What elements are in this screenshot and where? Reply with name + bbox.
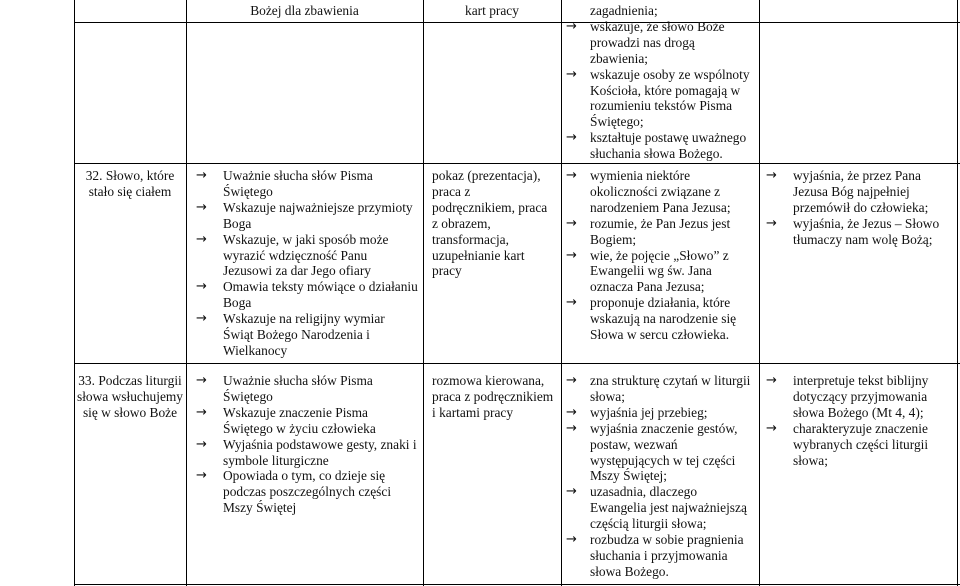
list-item <box>566 295 756 343</box>
table-border-right <box>957 0 958 586</box>
list-item-text: Uważnie słucha słów Pisma Świętego <box>223 168 373 199</box>
list-item-text: Wskazuje znaczenie Pisma Świętego w życiu człowieka <box>223 404 376 436</box>
basic-outcomes-list <box>566 168 756 343</box>
extended-outcomes-list <box>766 168 954 248</box>
list-item <box>196 405 418 437</box>
list-item-text: Opowiada o tym, co dzieje się podczas poszczególnych części Mszy Świętej <box>223 468 392 516</box>
table-row-divider-1 <box>74 22 960 23</box>
list-item-text: proponuje działania, które wskazują na narodzenie się Słowa w sercu człowieka. <box>590 295 737 343</box>
list-item <box>196 279 418 311</box>
arrow-icon: → <box>766 420 777 436</box>
list-item <box>196 468 418 516</box>
table-row-divider-bottom <box>74 584 960 585</box>
list-item-text: wskazuje osoby ze wspólnoty Kościoła, które pomagają w rozumieniu tekstów Pisma Świętego; <box>590 66 750 130</box>
arrow-icon: → <box>566 66 577 82</box>
arrow-icon: → <box>196 199 207 215</box>
extended-outcomes-list <box>766 373 954 468</box>
list-item-text: zagadnienia; <box>590 3 658 18</box>
arrow-icon: → <box>566 18 577 34</box>
top-row-col2-text: Bożej dla zbawienia <box>250 3 359 18</box>
arrow-icon: → <box>566 484 577 500</box>
list-item-text: wymienia niektóre okoliczności związane z narodzeniem Pana Jezusa; <box>590 168 731 215</box>
list-item <box>566 484 756 532</box>
arrow-icon: → <box>566 247 577 263</box>
lesson-topic-32: 32. Słowo, które stało się ciałem <box>85 168 175 199</box>
list-item <box>566 168 756 216</box>
arrow-icon: → <box>566 215 577 231</box>
lesson-32-basic-outcomes <box>566 168 756 343</box>
list-item <box>566 532 756 580</box>
list-item <box>566 67 756 131</box>
arrow-icon: → <box>566 532 577 548</box>
list-item <box>566 216 756 248</box>
list-item <box>766 168 954 216</box>
table-border-col2 <box>423 0 424 586</box>
top-row-col4 <box>566 3 756 162</box>
list-item <box>196 373 418 405</box>
arrow-icon: → <box>196 468 207 484</box>
lesson-topic-33: 33. Podczas liturgii słowa wsłuchujemy się w słowo Boże <box>77 373 183 420</box>
requirements-list <box>196 168 418 359</box>
basic-outcomes-list <box>566 373 756 580</box>
list-item-text: uzasadnia, dlaczego Ewangelia jest najważniejszą częścią liturgii słowa; <box>590 484 747 532</box>
list-item <box>566 421 756 485</box>
list-item-text: wyjaśnia znaczenie gestów, postaw, wezwań występujących w tej części Mszy Świętej; <box>590 420 738 484</box>
arrow-icon: → <box>566 168 577 183</box>
arrow-icon: → <box>196 231 207 247</box>
list-item-text: wyjaśnia, że przez Pana Jezusa Bóg najpełniej przemówił do człowieka; <box>793 168 929 215</box>
arrow-icon: → <box>196 311 207 327</box>
lesson-32-requirements <box>196 168 418 359</box>
list-item-text: rozumie, że Pan Jezus jest Bogiem; <box>590 215 731 247</box>
list-item <box>566 3 756 19</box>
table-border-col3 <box>561 0 562 586</box>
list-item-text: Wskazuje najważniejsze przymioty Boga <box>223 199 413 231</box>
list-item <box>196 437 418 469</box>
list-item-text: rozbudza w sobie pragnienia słuchania i przyjmowania słowa Bożego. <box>590 532 744 579</box>
list-item <box>566 248 756 296</box>
arrow-icon: → <box>196 404 207 420</box>
list-item-text: wskazuje, że słowo Boże prowadzi nas drogą zbawienia; <box>590 18 725 66</box>
table-border-col4 <box>759 0 760 586</box>
list-item <box>566 373 756 405</box>
list-item-text: Wyjaśnia podstawowe gesty, znaki i symbole liturgiczne <box>223 436 417 468</box>
list-item-text: Uważnie słucha słów Pisma Świętego <box>223 373 373 404</box>
arrow-icon: → <box>566 130 577 146</box>
list-item <box>766 373 954 421</box>
lesson-33-methods: rozmowa kierowana, praca z podręcznikiem i kartami pracy <box>432 373 554 420</box>
lesson-32-methods: pokaz (prezentacja), praca z podręcznikiem, praca z obrazem, transformacja, uzupełnianie kart pracy <box>432 168 548 279</box>
list-item <box>566 130 756 162</box>
list-item-text: zna strukturę czytań w liturgii słowa; <box>590 373 751 404</box>
list-item-text: wie, że pojęcie „Słowo” z Ewangelii wg św. Jana oznacza Pana Jezusa; <box>590 247 729 295</box>
table-row-divider-2 <box>74 163 960 164</box>
arrow-icon: → <box>766 168 777 183</box>
list-item <box>566 405 756 421</box>
list-item <box>196 311 418 359</box>
list-item <box>196 200 418 232</box>
list-item-text: wyjaśnia, że Jezus – Słowo tłumaczy nam wolę Bożą; <box>793 215 940 247</box>
list-item <box>766 216 954 248</box>
list-item-text: Wskazuje na religijny wymiar Świąt Bożego Narodzenia i Wielkanocy <box>223 311 385 358</box>
lesson-33-basic-outcomes <box>566 373 756 580</box>
list-item <box>196 232 418 280</box>
arrow-icon: → <box>566 295 577 311</box>
requirements-list <box>196 373 418 516</box>
arrow-icon: → <box>766 215 777 231</box>
list-item-text: Omawia teksty mówiące o działaniu Boga <box>223 279 418 311</box>
list-item-text: interpretuje tekst biblijny dotyczący przyjmowania słowa Bożego (Mt 4, 4); <box>793 373 929 420</box>
arrow-icon: → <box>566 373 577 388</box>
table-border-left <box>74 0 75 586</box>
table-row-divider-3 <box>74 363 960 364</box>
lesson-33-requirements <box>196 373 418 516</box>
arrow-icon: → <box>566 404 577 420</box>
list-item <box>566 19 756 67</box>
list-item <box>196 168 418 200</box>
list-item-text: kształtuje postawę uważnego słuchania słowa Bożego. <box>590 130 747 162</box>
top-row-col3-text: kart pracy <box>465 3 519 18</box>
list-item <box>766 421 954 469</box>
lesson-32-extended-outcomes <box>766 168 954 248</box>
lesson-33-extended-outcomes <box>766 373 954 468</box>
list-item-text: Wskazuje, w jaki sposób może wyrazić wdzięczność Panu Jezusowi za dar Jego ofiary <box>223 231 389 279</box>
arrow-icon: → <box>196 168 207 183</box>
list-item-text: wyjaśnia jej przebieg; <box>590 404 708 420</box>
top-row-outcomes-list <box>566 3 756 162</box>
arrow-icon: → <box>566 420 577 436</box>
list-item-text: charakteryzuje znaczenie wybranych części liturgii słowa; <box>793 420 929 468</box>
arrow-icon: → <box>766 373 777 388</box>
arrow-icon: → <box>196 279 207 295</box>
arrow-icon: → <box>196 436 207 452</box>
arrow-icon: → <box>196 373 207 388</box>
table-border-col1 <box>186 0 187 586</box>
